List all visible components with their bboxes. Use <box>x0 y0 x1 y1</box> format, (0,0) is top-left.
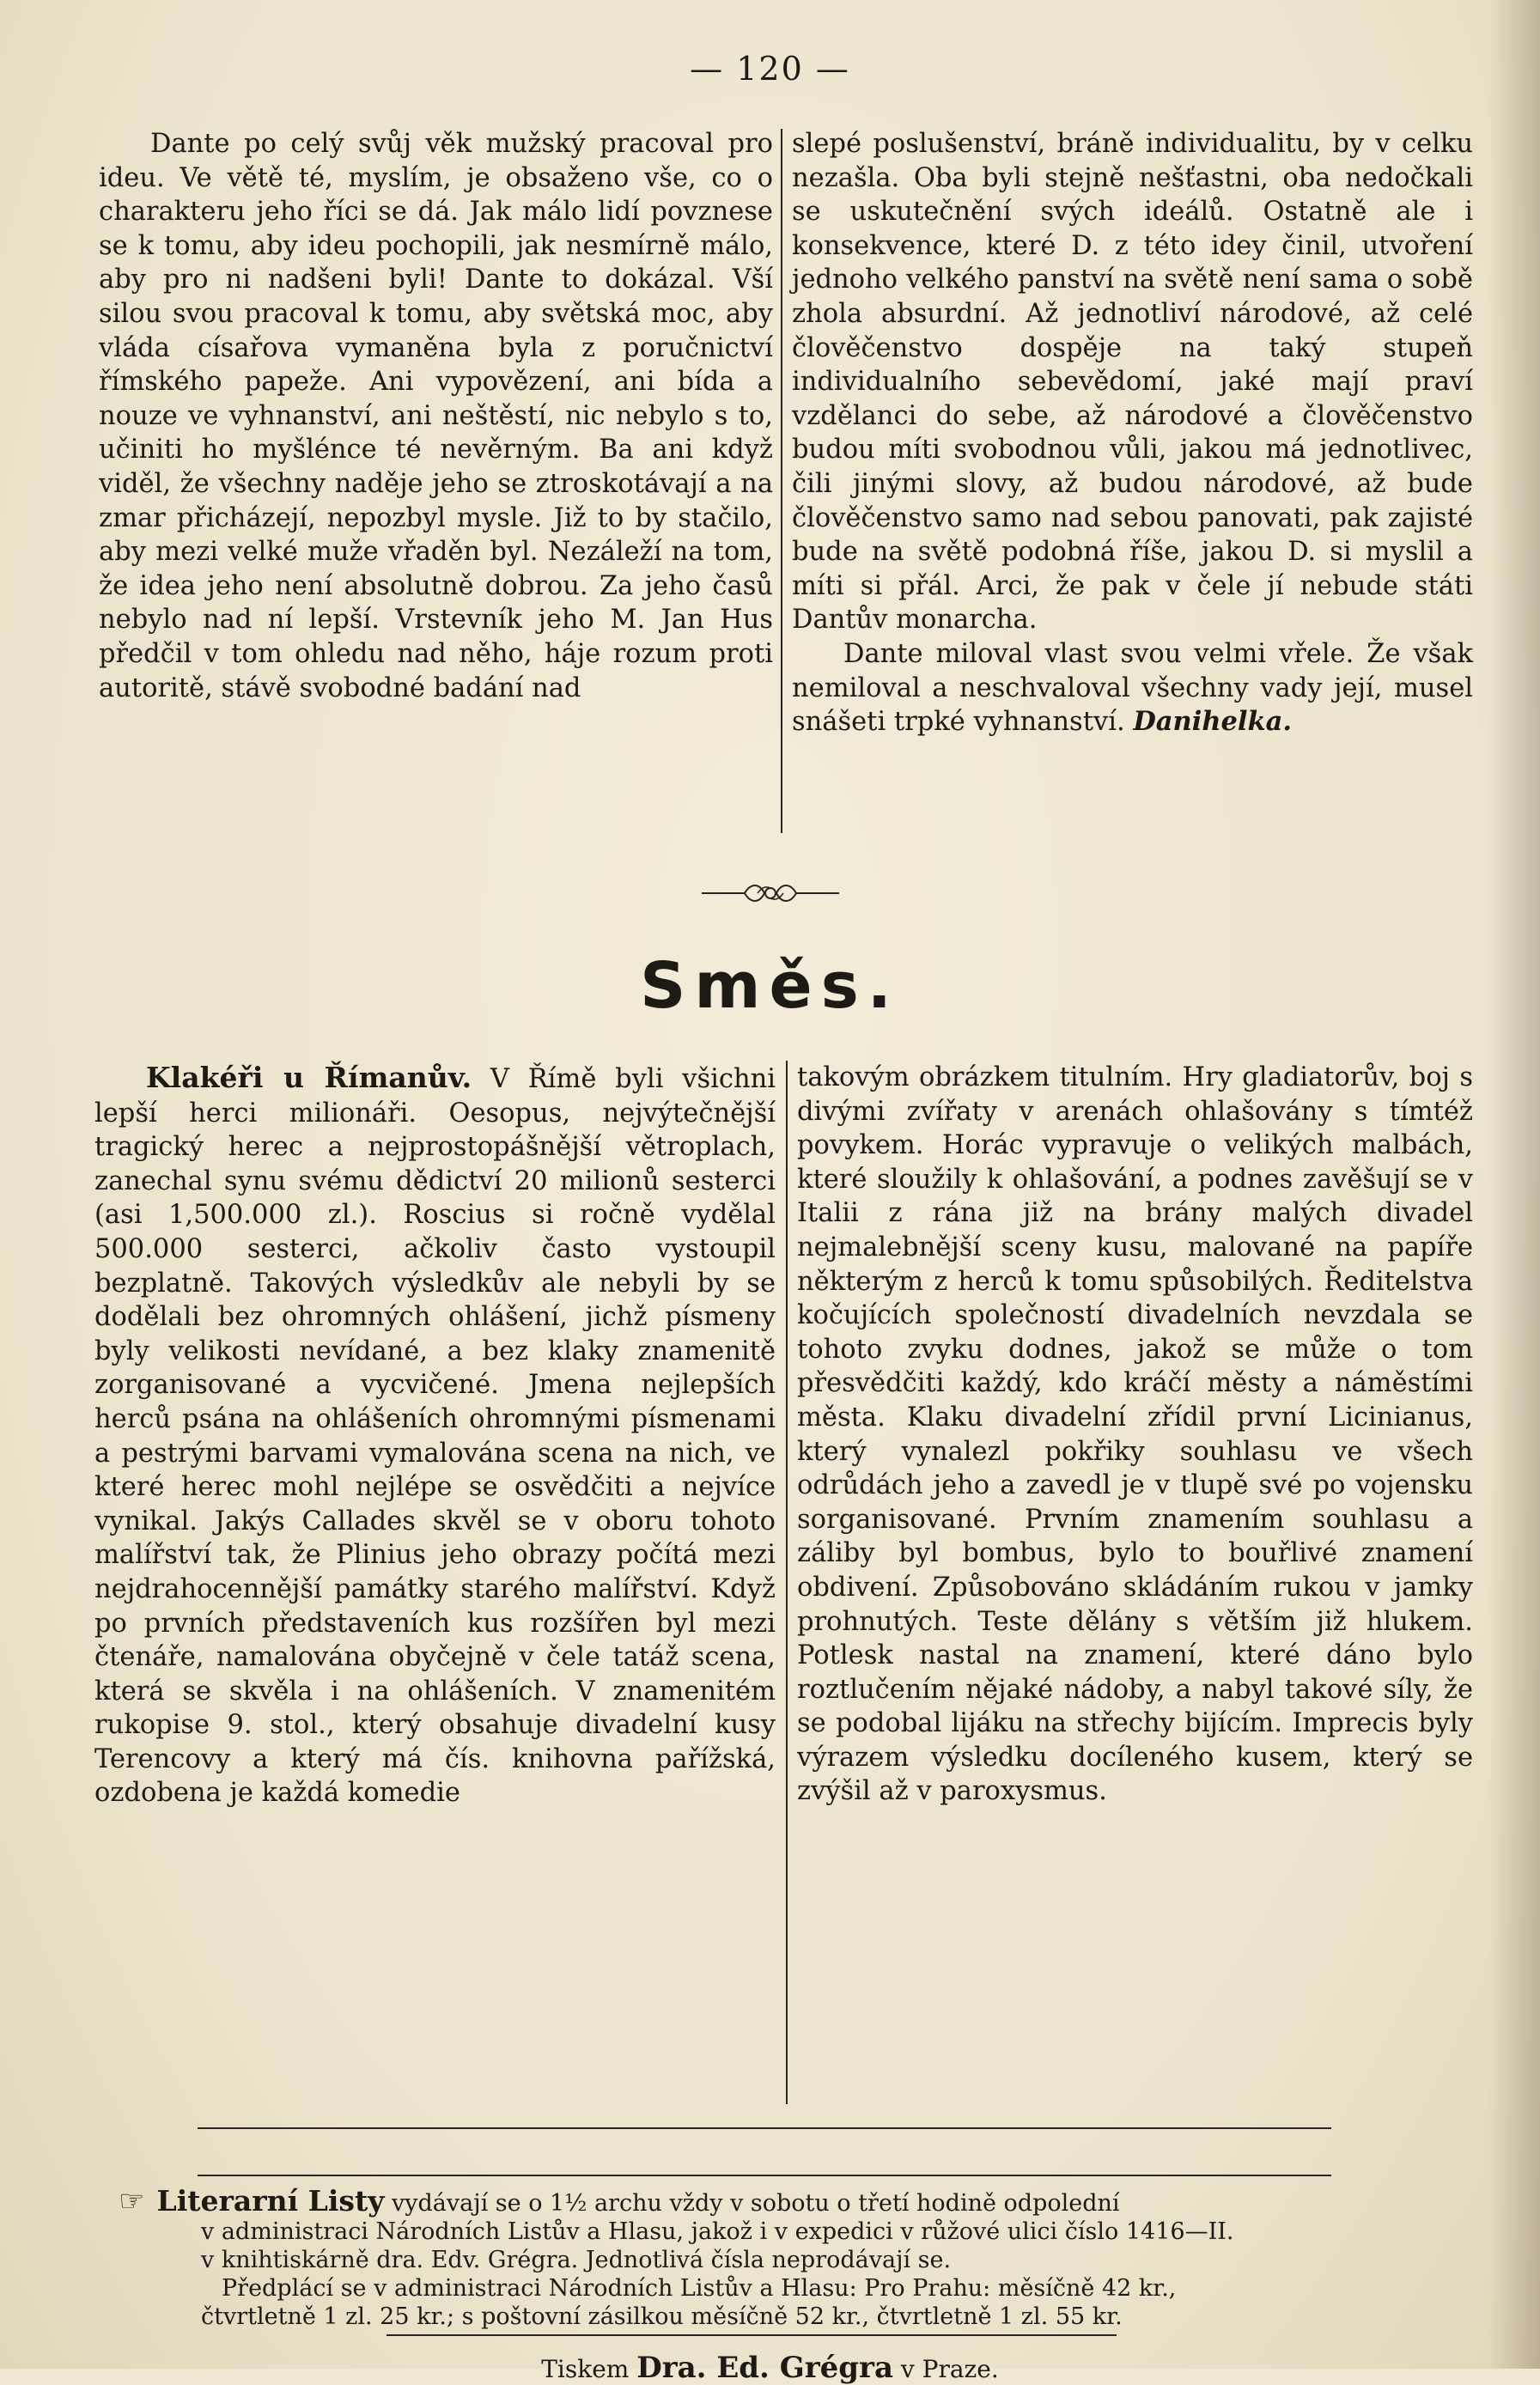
horizontal-rule <box>198 2127 1331 2129</box>
horizontal-rule <box>198 2175 1331 2176</box>
imprint-prefix: Tiskem <box>541 2355 630 2383</box>
column-divider <box>786 1061 788 2104</box>
notice-line: v administraci Národních Listův a Hlasu, jakož i v expedici v růžové ulici číslo 1416—II. <box>201 2218 1234 2245</box>
page-number: — 120 — <box>690 50 850 88</box>
decorative-ornament <box>0 878 1540 912</box>
notice-line: vydávají se o 1½ archu vždy v sobotu o třetí hodině odpolední <box>391 2190 1120 2217</box>
horizontal-rule <box>387 2334 1117 2336</box>
article-paragraph-text: Dante miloval vlast svou velmi vřele. Že však nemiloval a neschvaloval všechny vady její, musel snášeti trpké vyhnanství. <box>792 638 1473 738</box>
notice-line: čtvrtletně 1 zl. 25 kr.; s poštovní zásilkou měsíčně 52 kr., čtvrtletně 1 zl. 55 kr. <box>201 2303 1123 2330</box>
section-column-left <box>94 1061 776 1810</box>
article-column-left <box>99 127 773 705</box>
notice-line: v knihtiskárně dra. Edv. Grégra. Jednotlivá čísla neprodávají se. <box>201 2247 952 2273</box>
column-divider <box>781 129 782 833</box>
printer-imprint <box>0 2351 1540 2385</box>
section-paragraph <box>94 1061 776 1810</box>
article-paragraph: Dante po celý svůj věk mužský pracoval pro ideu. Ve větě té, myslím, je obsaženo vše, co o charakteru jeho říci se dá. Jak málo lidí povznese se k tomu, aby ideu pochopili, jak nesmírně málo, aby pro ni nadšeni byli! Dante to dokázal. Vší silou svou pracoval k tomu, aby světská moc, aby vláda císařova vymaněna byla z poručnictví římského papeže. Ani vypovězení, ani bída a nouze ve vyhnanství, ani neštěstí, nic nebylo s to, učiniti ho myšlénce té nevěrným. Ba ani když viděl, že všechny naděje jeho se ztroskotávají a na zmar přicházejí, nepozbyl mysle. Již to by stačilo, aby mezi velké muže vřaděn byl. Nezáleží na tom, že idea jeho není absolutně dobrou. Za jeho časů nebylo nad ní lepší. Vrstevník jeho M. Jan Hus předčil v tom ohledu nad něho, háje rozum proti autoritě, stávě svobodné badání nad <box>99 129 773 703</box>
notice-title: Literarní Listy <box>156 2184 385 2218</box>
article-paragraph: slepé poslušenství, bráně individualitu, by v celku nezašla. Oba byli stejně nešťastni, oba nedočkali se uskutečnění svých ideálů. Ostatně ale i konsekvence, které D. z této idey činil, utvoření jednoho velkého panství na světě není sama o sobě zhola absurdní. Až jednotliví národové, až celé člověčenstvo dospěje na taký stupeň individualního sebevědomí, jaké mají praví vzdělanci do sebe, až národové a člověčenstvo budou míti svobodnou vůli, jakou má jednotlivec, čili jinými slovy, až budou národové, až bude člověčenstvo samo nad sebou panovati, pak zajisté bude na světě podobná říše, jakou D. si myslil a míti si přál. Arci, že pak v čele jí nebude státi Dantův monarcha. <box>792 129 1473 636</box>
ornament-divider-icon <box>697 878 843 909</box>
imprint-printer: Dra. Ed. Grégra <box>636 2351 893 2385</box>
notice-line: Předplácí se v administraci Národních Listův a Hlasu: Pro Prahu: měsíčně 42 kr., <box>222 2275 1177 2302</box>
publication-notice <box>119 2184 1476 2331</box>
page-edge-shadow <box>1488 0 1540 2369</box>
article-column-right <box>792 127 1473 739</box>
pointing-hand-icon: ☞ <box>119 2184 145 2218</box>
section-heading: Směs. <box>640 949 900 1023</box>
runin-title: Klakéři u Římanův. <box>146 1061 472 1094</box>
section-paragraph-text: V Římě byli všichni lepší herci milionáři. Oesopus, nejvýtečnější tragický herec a nejprostopášnější větroplach, zanechal synu svému dědictví 20 milionů sesterci (asi 1,500.000 zl.). Roscius si ročně vydělal 500.000 sesterci, ačkoliv často vystoupil bezplatně. Takových výsledkův ale nebyli by se dodělali bez ohromných ohlášení, jichž písmeny byly velikosti nevídané, a bez klaky znamenitě zorganisované a vycvičené. Jmena nejlepších herců psána na ohlášeních ohromnými písmenami a pestrými barvami vymalována scena na nich, ve které herec mohl nejlépe se osvědčiti a nejvíce vynikal. Jakýs Callades skvěl se v oboru tohoto malířství tak, že Plinius jeho obrazy počítá mezi nejdrahocennější památky starého malířství. Když po prvních představeních kus rozšířen byl mezi čtenáře, namalována obyčejně v čele tatáž scena, která se skvěla i na ohlášeních. V znamenitém rukopise 9. stol., který obsahuje divadelní kusy Terencovy a který má čís. knihovna pařížská, ozdobena je každá komedie <box>94 1064 776 1809</box>
notice-lead-line <box>119 2184 1476 2218</box>
imprint-suffix: v Praze. <box>900 2355 999 2383</box>
section-column-right <box>797 1061 1473 1809</box>
article-paragraph-final <box>792 637 1473 739</box>
author-signature: Danihelka. <box>1133 706 1292 738</box>
section-paragraph-text: takovým obrázkem titulním. Hry gladiatorův, boj s divými zvířaty v arenách ohlašovány s tímtéž povykem. Horác vypravuje o velikých malbách, které sloužily k ohlašování, a podnes zavěšují se v Italii z rána již na brány malých divadel nejmalebnější sceny kusu, malované na papíře některým z herců k tomu spůsobilých. Ředitelstva kočujících společností divadelních nevzdala se tohoto zvyku dodnes, jakož se může o tom přesvědčiti každý, kdo kráčí městy a náměstími města. Klaku divadelní zřídil první Licinianus, který vynalezl pokřiky souhlasu ve všech odrůdách jeho a zavedl je v tlupě své po vojensku sorganisované. Prvním znamením souhlasu a záliby byl bombus, bylo to bouřlivé znamení obdivení. Způsobováno skládáním rukou v jamky prohnutých. Teste dělány s větším již hlukem. Potlesk nastal na znamení, které dáno bylo roztlučením nějaké nádoby, a nabyl takové síly, že se podobal lijáku na střechy bijícím. Imprecis byly výrazem výsledku docíleného kusem, který se zvýšil až v paroxysmus. <box>797 1062 1473 1807</box>
